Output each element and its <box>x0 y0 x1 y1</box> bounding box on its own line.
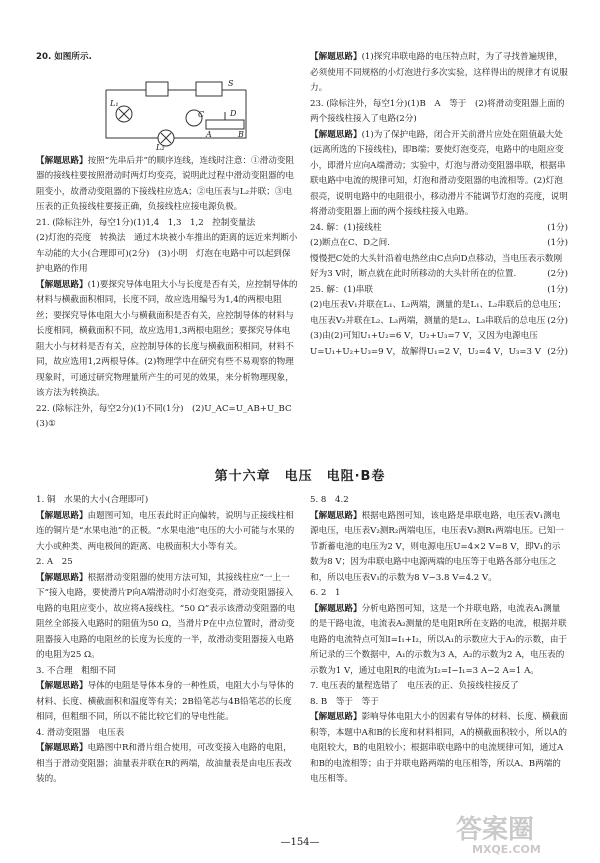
q25-line1 <box>310 283 568 299</box>
b-q2-analysis <box>36 571 298 664</box>
q25-line3 <box>310 329 568 360</box>
watermark-cn: 答案圈 <box>456 815 535 845</box>
label-l1: L₁ <box>110 98 119 108</box>
carryover-analysis-text: (1)探究串联电路的电压特点时，为了寻找普遍规律，必须使用不同规格的小灯泡进行多次实验，这样得出的规律才有说服力。 <box>310 52 568 93</box>
b-q8-analysis-text: 影响导体电阻大小的因素有导体的材料、长度、横截面积等，本题中A和B的长度和材料相同，A的横截面积较小，所以A的电阻较大，B的电阻较小；根据串联电路中的电流规律可知，通过A和B的电流相等；由于并联电路两端的电压相等，所以A、B两端的电压相等。 <box>310 712 568 784</box>
q25-text3: (3)由(2)可知U₁+U₂=6 V，U₂+U₃=7 V，又因为电源电压U=U₁+U₂+U₃=9 V，故解得U₁=2 V，U₂=4 V，U₃=3 V <box>310 331 541 357</box>
b-q3-analysis <box>36 679 298 726</box>
q24-line3 <box>310 252 568 283</box>
q24-text2: (2)断点在C、D之间. <box>310 238 390 248</box>
page-number: —154— <box>280 837 320 848</box>
analysis-tag: 【解题思路】 <box>36 572 88 583</box>
q25-line2 <box>310 298 568 329</box>
label-a: A <box>206 129 212 139</box>
q20-analysis <box>36 154 298 216</box>
b-q3-answer: 3. 不合理 粗细不同 <box>36 665 116 676</box>
q23-analysis-text: (1)为了保护电路，闭合开关前滑片应处在阻值最大处(远离所选的下接线柱)，即B端；要使灯泡变亮，电路中的电阻应变小，即滑片应向A端滑动；实验中，灯泡与滑动变阻器串联，根据串联电路中电流的规律可知，灯泡和滑动变阻器的电流相等。(2)灯泡很亮，说明电路中的电阻很小，移动滑片不能调节灯泡的亮度，说明将滑动变阻器上面的两个接线柱接入电路。 <box>310 129 568 217</box>
label-c: C <box>198 109 205 119</box>
q24-line2 <box>310 236 568 252</box>
label-d: D <box>230 108 237 118</box>
q24-line1 <box>310 221 568 237</box>
q24-text3: 慢慢把C处的大头针沿着电热丝由C点向D点移动，当电压表示数刚好为3 V时，断点就在此时所移动的大头针所在的位置. <box>310 253 563 279</box>
analysis-tag: 【解题思路】 <box>36 155 88 166</box>
analysis-tag: 【解题思路】 <box>310 129 362 140</box>
q25-points1: (1分) <box>547 284 568 295</box>
b-q1-analysis-text: 由题图可知，电压表此时正向偏转，说明与正接线柱相连的铜片是“水果电池”的正极。“水果电池”电压的大小可能与水果的大小或种类、两电极间的距离、电极面积大小等有关。 <box>36 510 295 552</box>
analysis-tag: 【解题思路】 <box>36 510 88 521</box>
carryover-analysis <box>310 50 568 97</box>
q25-points3: (2分) <box>547 346 568 357</box>
b-q4-analysis <box>36 741 298 788</box>
q24-points3: (2分) <box>547 269 568 279</box>
analysis-tag: 【解题思路】 <box>310 712 362 722</box>
q23-analysis <box>310 128 568 221</box>
b-q1-analysis <box>36 509 298 556</box>
q23-answer: 23. (除标注外，每空1分)(1)B A 等于 (2)将滑动变阻器上面的两个接线柱接入了电路(2分) <box>310 98 565 124</box>
b-q8-analysis <box>310 710 568 788</box>
label-b: B <box>238 129 244 139</box>
b-q2-answer: 2. A 25 <box>36 557 73 567</box>
b-q8-answer: 8. B 等于 等于 <box>310 696 379 707</box>
right-column-top <box>310 50 568 360</box>
analysis-tag: 【解题思路】 <box>36 279 88 290</box>
b-q2-analysis-text: 根据滑动变阻器的使用方法可知，其接线柱应“一上一下”接入电路，要使滑片P向A端滑动时小灯泡变亮，滑动变阻器接入电路的电阻应变小，故应将A接线柱。“50 Ω”表示该滑动变阻器的电阻丝全部接入电路时的阻值为50 Ω，当滑片P在中点位置时，滑动变阻器接入电路的电阻丝的长度为长度的一半，故滑动变阻器接入电路的电阻为25 Ω。 <box>36 572 296 660</box>
q24-text1: 24. 解：(1)接线柱 <box>310 222 382 233</box>
q21-analysis <box>36 278 298 402</box>
b-q4-answer: 4. 滑动变阻器 电压表 <box>36 727 125 738</box>
q20-stem: 20. 如图所示. <box>36 52 92 62</box>
b-q6-answer: 6. 2 1 <box>310 588 341 598</box>
b-q1-answer: 1. 铜 水果的大小(合理即可) <box>36 495 149 505</box>
q24-points2: (1分) <box>547 238 568 248</box>
b-q3-analysis-text: 导体的电阻是导体本身的一种性质，电阻大小与导体的材料、长度、横截面积和温度等有关；2B铅笔芯与4B铅笔芯的长度相同，但粗细不同，所以不能比较它们的导电性能。 <box>36 681 294 722</box>
q25-text2: (2)电压表V₁并联在L₁、L₂两端，测量的是L₁、L₂串联后的总电压；电压表V₂并联在L₂、L₃两端，测量的是L₂、L₃串联后的总电压 <box>310 300 567 326</box>
analysis-tag: 【解题思路】 <box>310 510 362 521</box>
b-q5-analysis-text: 根据电路图可知，该电路是串联电路，电压表V₁测电源电压，电压表V₂测R₂两端电压，电压表V₃测R₁两端电压。已知一节新蓄电池的电压为2 V，则电源电压U=4×2 V=8 V，即V₁的示数为8 V；因为串联电路中电源两端的电压等于电路各部分电压之和，所以电压表V₁的示数为8 V−3.8 V=4.2 V。 <box>310 510 564 583</box>
q20-analysis-text: 按照“先串后并”的顺序连线，连线时注意：①滑动变阻器的接线柱要按照滑动时两灯均变亮，说明此过程中滑动变阻器的电阻变小，故滑动变阻器的下接线柱应选A；②电压表与L₂并联；③电压表的正负接线柱要接正确，负接线柱应接电源负极。 <box>36 155 295 212</box>
q25-text1: 25. 解：(1)串联 <box>310 284 373 295</box>
watermark-en: MXQE.COM <box>472 843 541 856</box>
analysis-tag: 【解题思路】 <box>36 681 88 691</box>
left-column-top <box>36 50 298 433</box>
left-column-bottom <box>36 493 298 788</box>
circuit-diagram <box>76 68 276 152</box>
q21-analysis-text: (1)要探究导体电阻大小与长度是否有关，应控制导体的材料与横截面积相同，长度不同，故应选用编号为1,4的两根电阻丝；要探究导体电阻大小与横截面积是否有关，应控制导体的材料与长度相同，横截面积不同，故应选用1,3两根电阻丝；要探究导体电阻大小与材料是否有关，应控制导体的长度与横截面积相同，材料不同，故应选用1,2两根导体。(2)物理学中在研究有些不易观察的物理现象时，可通过研究物理量所产生的可见的效果，来分析物理现象，该方法为转换法。 <box>36 279 298 398</box>
analysis-tag: 【解题思路】 <box>310 52 362 62</box>
b-q6-analysis <box>310 602 568 680</box>
q22-answer: 22. (除标注外，每空2分)(1)不同(1分) (2)U_AC=U_AB+U_BC <box>36 403 292 414</box>
label-l2: L₂ <box>156 142 165 152</box>
right-column-bottom <box>310 493 568 788</box>
q21-answer: 21. (除标注外，每空1分)(1)1,4 1,3 1,2 控制变量法 <box>36 217 256 228</box>
watermark-logo <box>452 808 584 856</box>
q21-answer-b: (2)灯泡的亮度 转换法 通过木块被小车推出的距离的远近来判断小车动能的大小(合理即可)(2分) (3)小明 灯泡在电路中可以起到保护电路的作用 <box>36 233 298 274</box>
analysis-tag: 【解题思路】 <box>36 743 88 753</box>
q25-points2: (2分) <box>547 315 568 326</box>
b-q5-answer: 5. 8 4.2 <box>310 495 349 505</box>
b-q4-analysis-text: 电路图中R和滑片组合使用，可改变接入电路的电阻，相当于滑动变阻器；油量表并联在R的两端，故油量表是由电压表改装的。 <box>36 743 292 784</box>
b-q5-analysis <box>310 509 568 587</box>
b-q6-analysis-text: 分析电路图可知，这是一个并联电路，电流表A₁测量的是干路电流，电流表A₂测量的是电阻R所在支路的电流，根据并联电路的电流特点可知I=I₁+I₂，所以A₁的示数应大于A₂的示数，由于所记录的三个数据中，A₁的示数为3 A，A₂的示数为2 A，电压表的示数为1 V，通过电阻R的电流为I₂=I−I₁=3 A−2 A=1 A。 <box>310 603 568 676</box>
chapter-title: 第十六章 电压 电阻·B卷 <box>214 469 386 484</box>
analysis-tag: 【解题思路】 <box>310 603 362 614</box>
label-s: S <box>228 78 234 88</box>
q22-answer-b: (3)① <box>36 419 56 429</box>
q24-points1: (1分) <box>547 222 568 233</box>
b-q7-answer: 7. 电压表的量程选错了 电压表的正、负接线柱接反了 <box>310 681 519 691</box>
